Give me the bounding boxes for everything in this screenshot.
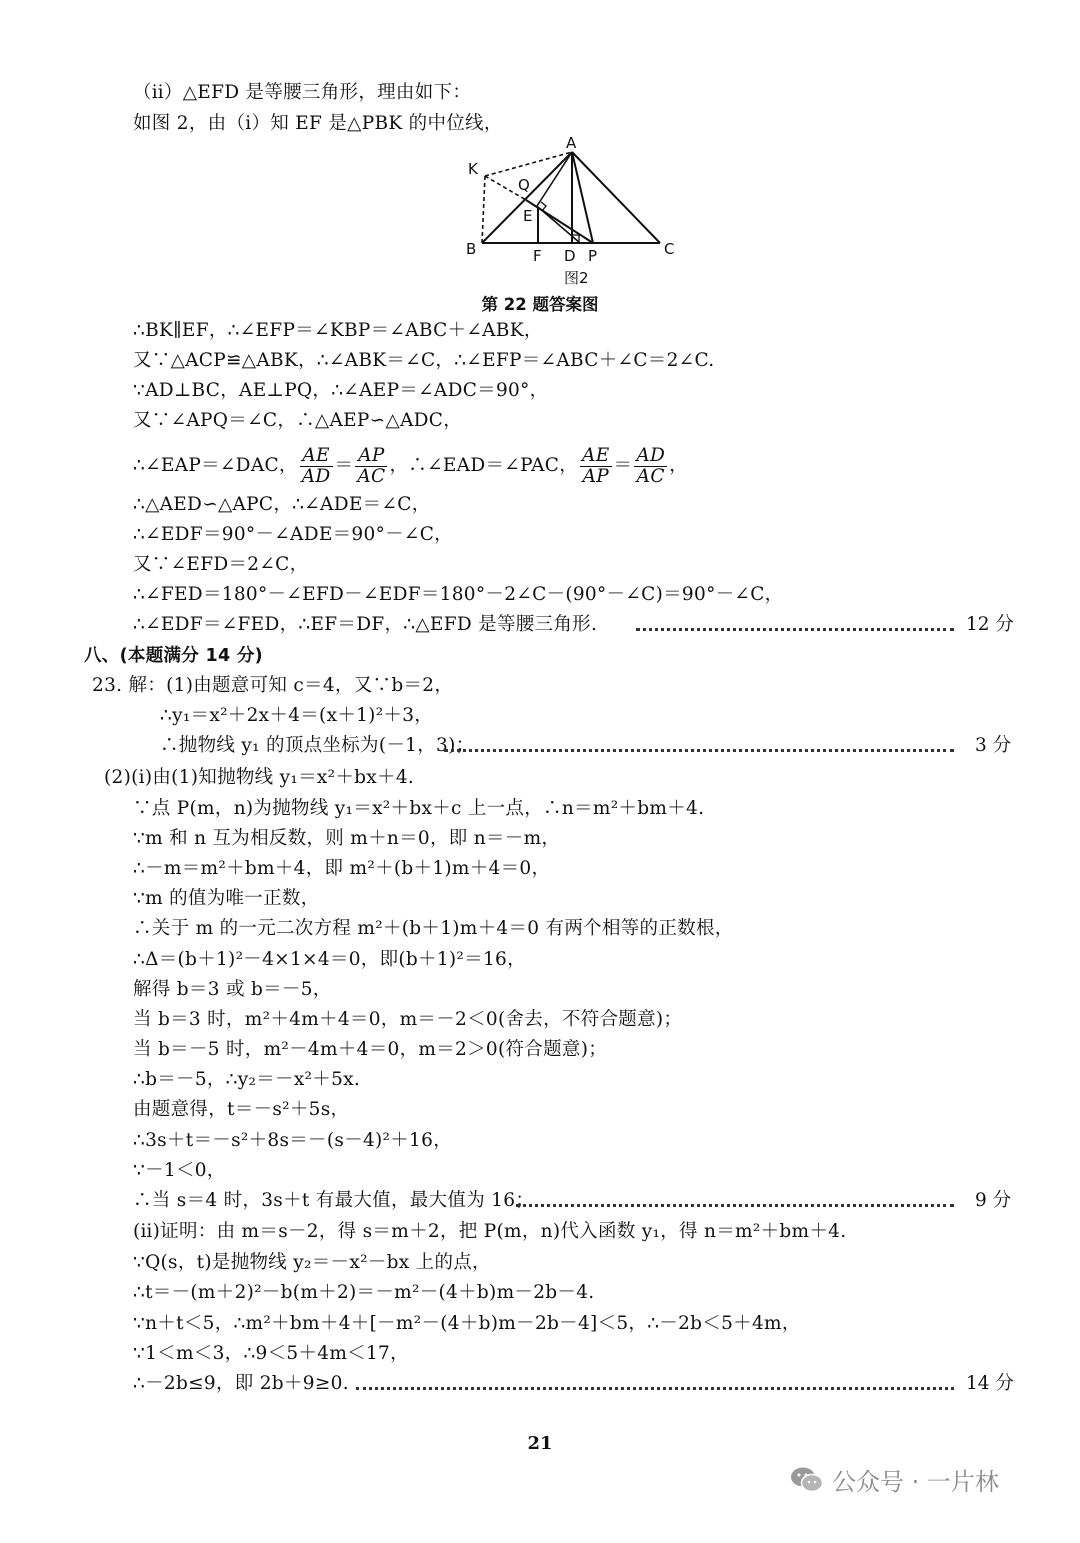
watermark (790, 1462, 999, 1497)
proof-line-3: ∵AD⊥BC，AE⊥PQ，∴∠AEP＝∠ADC＝90°， (133, 380, 549, 401)
label-e: E (523, 207, 533, 225)
fraction-ae-ap: $\frac{AE}{AP}$ (582, 444, 610, 487)
proof-line-10: ∴∠EDF＝∠FED，∴EF＝DF，∴△EFD 是等腰三角形. (133, 614, 598, 635)
part3-line-4: ∵n＋t＜5，∴m²＋bm＋4＋[－m²－(4＋b)m－2b－4]＜5，∴－2b＜5＋4m， (133, 1313, 801, 1334)
dotted-leader-14 (356, 1384, 954, 1390)
part2-line-1: (2)(ⅰ)由(1)知抛物线 y₁＝x²＋bx＋4. (104, 767, 415, 788)
part2-line-10: 当 b＝－5 时，m²－4m＋4＝0，m＝2＞0(符合题意)； (133, 1039, 608, 1060)
proof-fraction-line (133, 442, 688, 490)
proof-line-1: ∴BK∥EF，∴∠EFP＝∠KBP＝∠ABC＋∠ABK， (133, 320, 543, 341)
part2-line-13: ∴3s＋t＝－s²＋8s＝－(s－4)²＋16， (133, 1130, 452, 1151)
proof-line-9: ∴∠FED＝180°－∠EFD－∠EDF＝180°－2∠C－(90°－∠C)＝90°－∠C， (133, 584, 784, 605)
part3-line-5: ∵1＜m＜3，∴9＜5＋4m＜17， (133, 1343, 409, 1364)
part2-line-5: ∵m 的值为唯一正数， (133, 888, 320, 909)
line-figure-ref: 如图 2，由（ⅰ）知 EF 是△PBK 的中位线， (133, 113, 503, 134)
equals-1: ＝ (334, 455, 354, 476)
part2-line-8: 解得 b＝3 或 b＝－5， (133, 979, 332, 1000)
wechat-icon (790, 1466, 824, 1494)
label-b: B (466, 240, 477, 258)
label-f: F (533, 247, 542, 265)
part3-line-6: ∴－2b≤9，即 2b＋9≥0. (133, 1373, 349, 1394)
label-c: C (664, 240, 675, 258)
part3-line-1: (ⅱ)证明：由 m＝s－2，得 s＝m＋2，把 P(m，n)代入函数 y₁，得 n＝m²＋bm＋4. (133, 1221, 847, 1242)
figure-subcaption: 图2 (564, 269, 589, 287)
score-9: 9 分 (975, 1190, 1012, 1211)
line-ii-title: （ⅱ）△EFD 是等腰三角形，理由如下： (133, 82, 472, 103)
dotted-leader-3 (444, 746, 954, 752)
score-14: 14 分 (966, 1373, 1014, 1394)
page-number: 21 (527, 1433, 553, 1454)
frac-line-part2: ，∴∠EAD＝∠PAC， (389, 455, 579, 476)
fraction-ae-ad: $\frac{AE}{AD}$ (301, 444, 331, 487)
part2-line-3: ∵m 和 n 互为相反数，则 m＋n＝0，即 n＝－m， (133, 828, 561, 849)
part2-line-9: 当 b＝3 时，m²＋4m＋4＝0，m＝－2＜0(舍去，不符合题意)； (133, 1009, 683, 1030)
q23-line-1: 23. 解：(1)由题意可知 c＝4，又∵b＝2， (92, 675, 454, 696)
dotted-leader-12 (636, 625, 954, 631)
equals-2: ＝ (613, 455, 633, 476)
label-q: Q (518, 176, 530, 194)
frac-line-part1: ∴∠EAP＝∠DAC， (133, 455, 298, 476)
q23-line-2: ∴y₁＝x²＋2x＋4＝(x＋1)²＋3， (160, 705, 434, 726)
proof-line-8: 又∵∠EFD＝2∠C， (133, 554, 309, 575)
part2-line-4: ∴－m＝m²＋bm＋4，即 m²＋(b＋1)m＋4＝0， (133, 858, 551, 879)
part2-line-14: ∵－1＜0， (133, 1160, 226, 1181)
watermark-text: 公众号 · 一片林 (832, 1468, 999, 1496)
proof-line-4: 又∵∠APQ＝∠C，∴△AEP∽△ADC， (133, 410, 463, 431)
label-k: K (468, 160, 478, 178)
proof-line-2: 又∵△ACP≌△ABK，∴∠ABK＝∠C，∴∠EFP＝∠ABC＋∠C＝2∠C. (133, 350, 715, 371)
frac-line-end: ， (669, 455, 688, 476)
dotted-leader-9 (516, 1201, 954, 1207)
q23-line-3: ∴抛物线 y₁ 的顶点坐标为(－1，3)； (160, 735, 475, 756)
part2-line-7: ∴Δ＝(b＋1)²－4×1×4＝0，即(b＋1)²＝16， (133, 949, 526, 970)
figure-caption: 第 22 题答案图 (481, 295, 599, 314)
score-3: 3 分 (975, 735, 1012, 756)
label-d: D (564, 247, 576, 265)
fraction-ap-ac: $\frac{AP}{AC}$ (357, 444, 386, 487)
part3-line-2: ∵Q(s，t)是抛物线 y₂＝－x²－bx 上的点， (133, 1252, 491, 1273)
part3-line-3: ∴t＝－(m＋2)²－b(m＋2)＝－m²－(4＋b)m－2b－4. (133, 1282, 595, 1303)
proof-line-7: ∴∠EDF＝90°－∠ADE＝90°－∠C， (133, 524, 453, 545)
part2-line-6: ∴关于 m 的一元二次方程 m²＋(b＋1)m＋4＝0 有两个相等的正数根， (133, 918, 734, 939)
part2-line-2: ∵点 P(m，n)为抛物线 y₁＝x²＋bx＋c 上一点，∴n＝m²＋bm＋4. (133, 798, 705, 819)
label-a: A (566, 134, 577, 152)
part2-line-11: ∴b＝－5，∴y₂＝－x²＋5x. (133, 1069, 361, 1090)
part2-line-12: 由题意得，t＝－s²＋5s， (133, 1099, 350, 1120)
label-p: P (588, 247, 598, 265)
section-title: 八、(本题满分 14 分) (84, 646, 263, 666)
geometry-figure-2 (460, 134, 690, 287)
score-12: 12 分 (966, 614, 1014, 635)
proof-line-6: ∴△AED∽△APC，∴∠ADE＝∠C， (133, 494, 431, 515)
part2-line-15: ∴当 s＝4 时，3s＋t 有最大值，最大值为 16； (133, 1190, 535, 1211)
fraction-ad-ac: $\frac{AD}{AC}$ (636, 444, 666, 487)
